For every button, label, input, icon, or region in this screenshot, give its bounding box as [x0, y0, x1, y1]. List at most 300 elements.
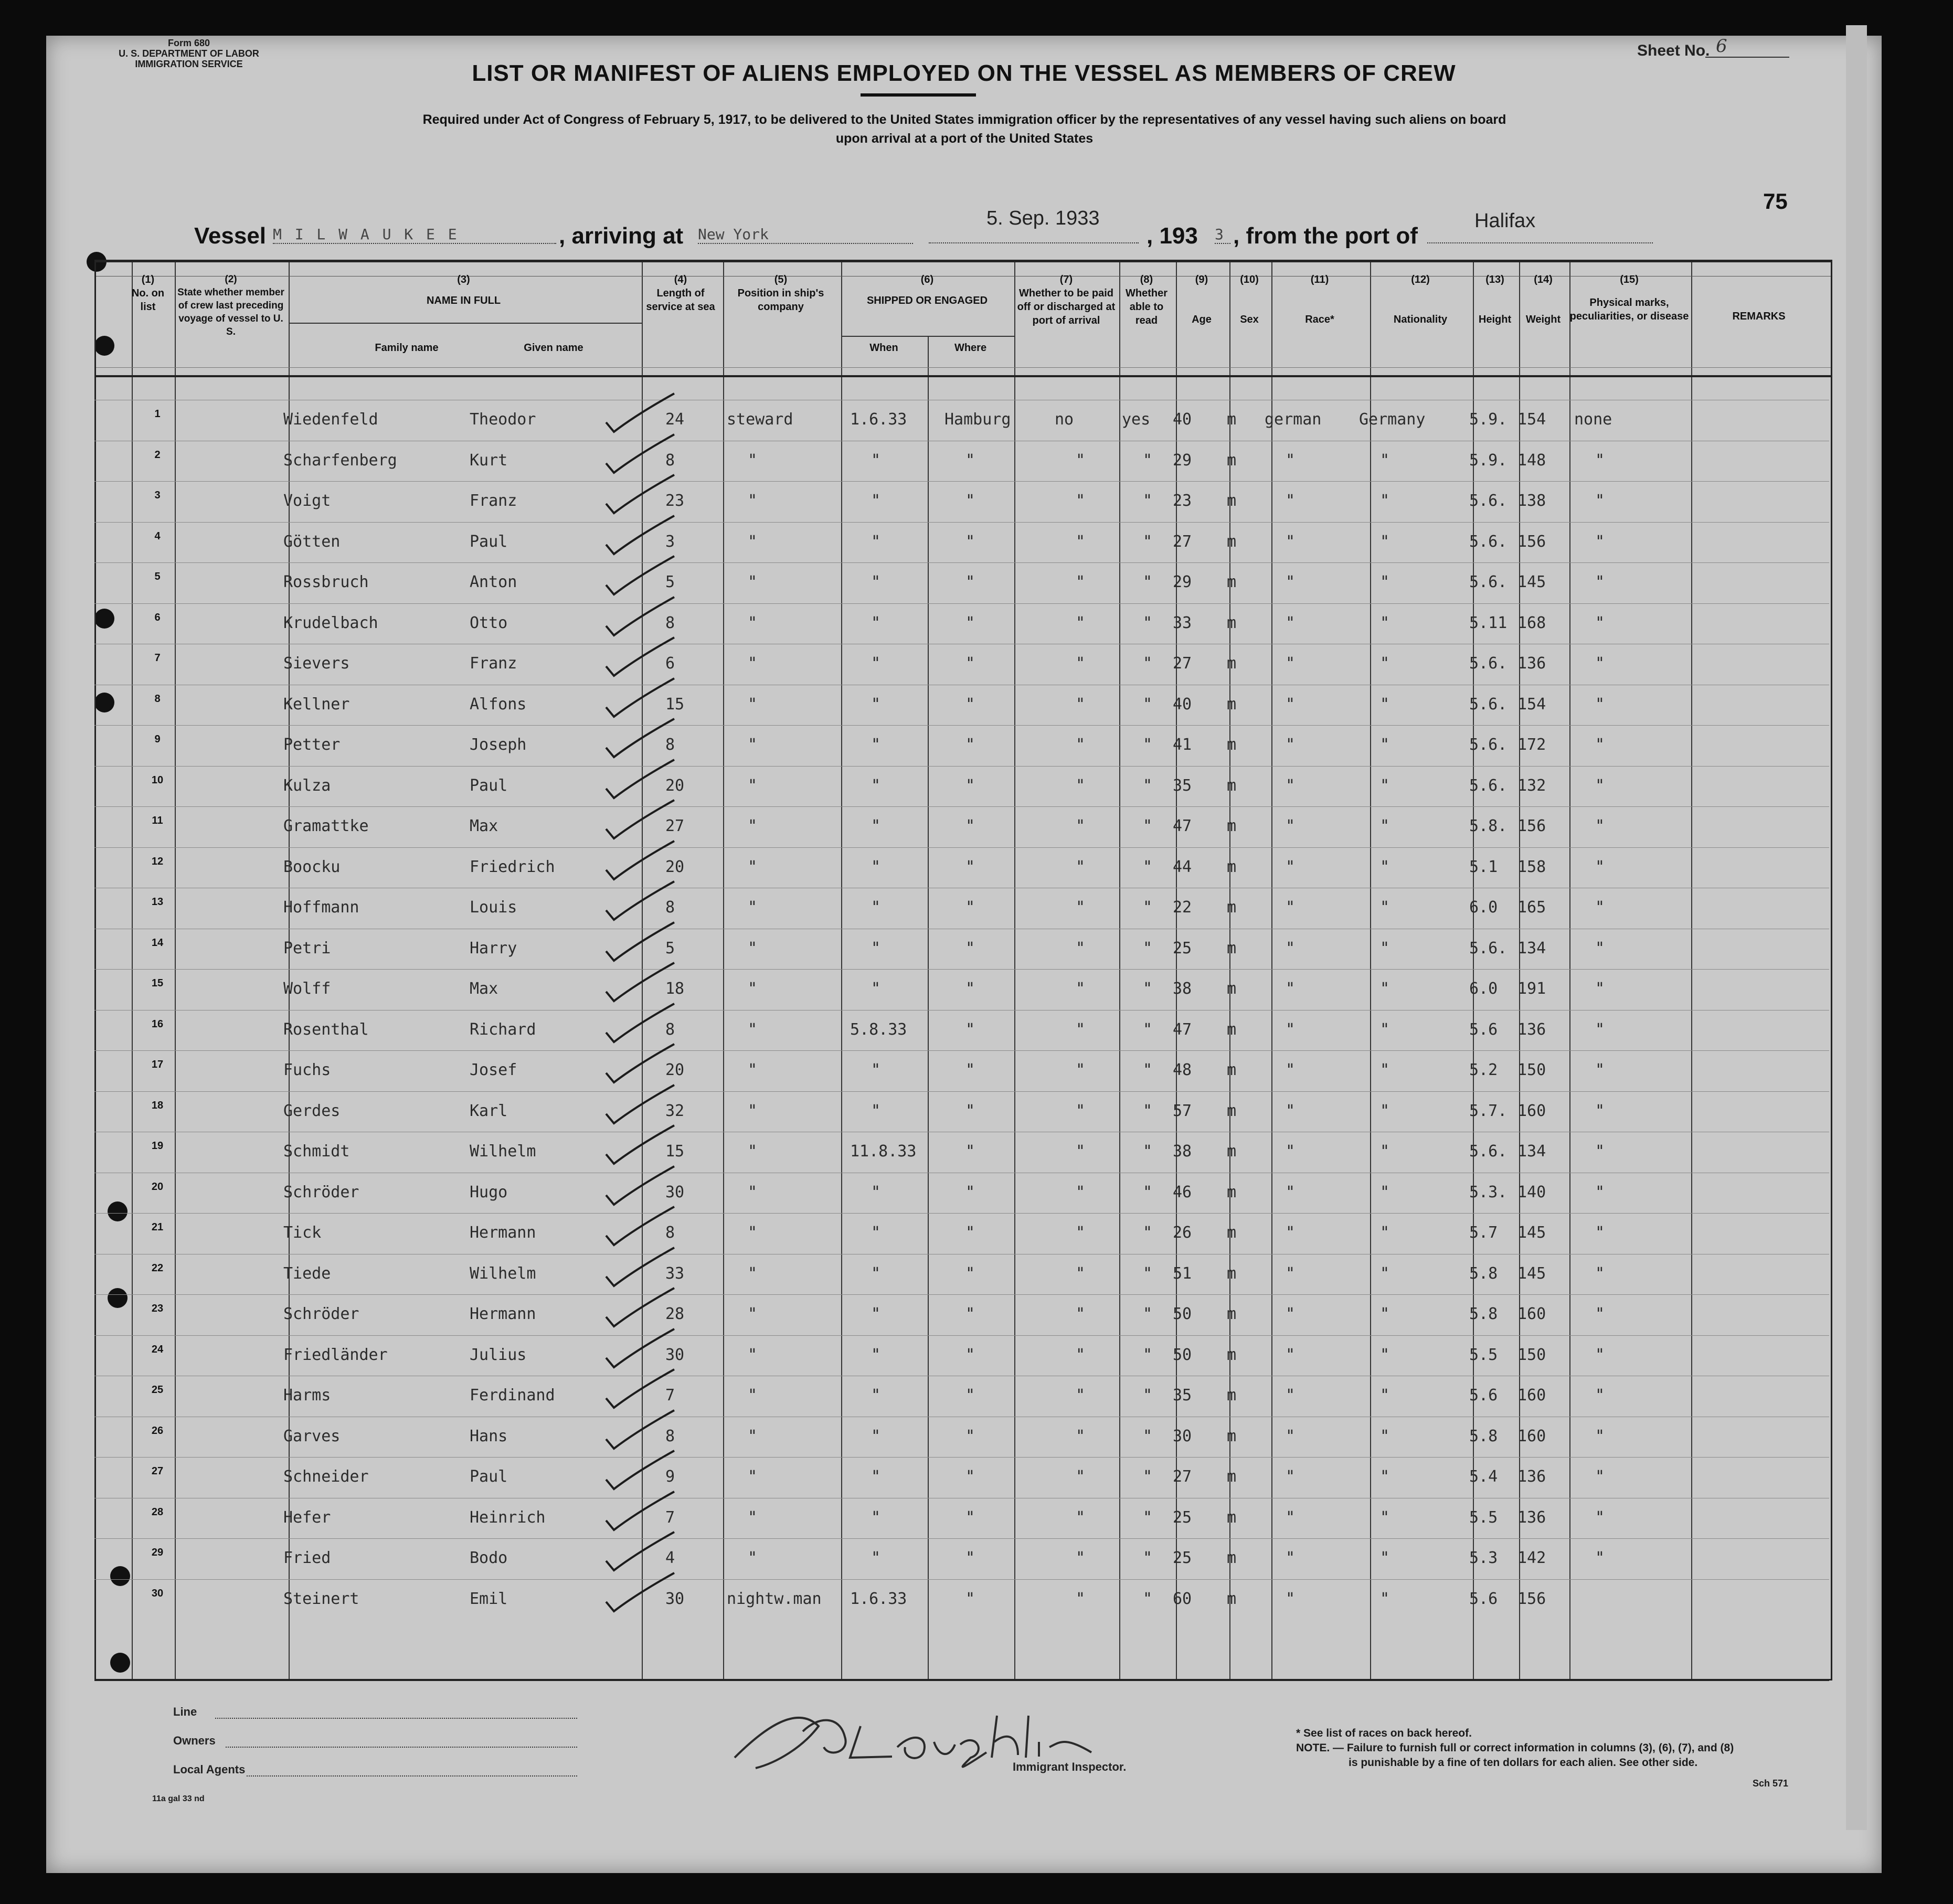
row-rule	[94, 1538, 1829, 1539]
position: "	[748, 817, 758, 835]
page-number: 75	[1763, 189, 1788, 214]
able-to-read: "	[1143, 939, 1153, 958]
physical-marks: "	[1595, 654, 1605, 673]
age: 29	[1173, 451, 1192, 470]
fine-note-2: is punishable by a fine of ten dollars for each alien. See other side.	[1349, 1757, 1698, 1769]
shipped-where: "	[965, 1101, 975, 1120]
tally-check-mark	[603, 1489, 677, 1536]
sex: m	[1227, 451, 1237, 470]
able-to-read: "	[1143, 1061, 1153, 1079]
subtitle-line-2: upon arrival at a port of the United States	[835, 131, 1094, 146]
physical-marks: "	[1595, 573, 1605, 591]
footer-rule	[94, 1679, 1829, 1681]
able-to-read: "	[1143, 736, 1153, 754]
shipped-when: "	[871, 1101, 881, 1120]
height: 5.3.	[1469, 1183, 1508, 1201]
race: "	[1286, 1224, 1296, 1242]
given-name: Wilhelm	[470, 1142, 536, 1161]
sex: m	[1227, 1061, 1237, 1079]
paid-off: "	[1076, 613, 1086, 632]
given-name: Heinrich	[470, 1508, 546, 1527]
able-to-read: "	[1143, 695, 1153, 714]
year-suffix: 3	[1215, 226, 1230, 244]
weight: 168	[1517, 613, 1546, 632]
service-length: 20	[665, 1061, 685, 1079]
physical-marks: "	[1595, 980, 1605, 998]
nationality: "	[1380, 776, 1390, 795]
height: 5.6.	[1469, 573, 1508, 591]
tally-check-mark	[603, 472, 677, 519]
shipped-when: "	[871, 1467, 881, 1486]
tally-check-mark	[603, 594, 677, 642]
tally-check-mark	[603, 1204, 677, 1251]
family-name: Voigt	[283, 492, 331, 510]
shipped-when: "	[871, 736, 881, 754]
col-11-header: (11) Race*	[1305, 274, 1334, 325]
nationality: "	[1380, 492, 1390, 510]
race: "	[1286, 776, 1296, 795]
col-6-header: (6) SHIPPED OR ENGAGED	[866, 274, 988, 306]
tally-check-mark	[603, 1326, 677, 1374]
nationality: "	[1380, 695, 1390, 714]
weight: 134	[1517, 1142, 1546, 1161]
physical-marks: "	[1595, 898, 1605, 917]
weight: 156	[1517, 532, 1546, 551]
sex: m	[1227, 1264, 1237, 1283]
print-code: Sch 571	[1753, 1778, 1789, 1789]
tally-check-mark	[603, 432, 677, 479]
age: 41	[1173, 736, 1192, 754]
able-to-read: "	[1143, 1345, 1153, 1364]
inspector-label: Immigrant Inspector.	[1013, 1760, 1127, 1773]
race: "	[1286, 939, 1296, 958]
tally-check-mark	[603, 1082, 677, 1130]
family-name: Wolff	[283, 980, 331, 998]
nationality: "	[1380, 654, 1390, 673]
race: "	[1286, 1142, 1296, 1161]
sex: m	[1227, 1305, 1237, 1323]
weight: 132	[1517, 776, 1546, 795]
physical-marks: none	[1574, 410, 1612, 429]
row-rule	[94, 1457, 1829, 1458]
age: 26	[1173, 1224, 1192, 1242]
race: "	[1286, 451, 1296, 470]
weight: 136	[1517, 1508, 1546, 1527]
tally-check-mark	[603, 1367, 677, 1414]
physical-marks: "	[1595, 1345, 1605, 1364]
able-to-read: "	[1143, 613, 1153, 632]
nationality: "	[1380, 1467, 1390, 1486]
age: 50	[1173, 1345, 1192, 1364]
position: "	[748, 1020, 758, 1039]
page-title: LIST OR MANIFEST OF ALIENS EMPLOYED ON THE VESSEL AS MEMBERS OF CREW	[472, 60, 1456, 86]
nationality: "	[1380, 532, 1390, 551]
row-number: 16	[151, 1018, 164, 1030]
position: "	[748, 1142, 758, 1161]
position: "	[748, 451, 758, 470]
row-number: 27	[151, 1465, 164, 1477]
able-to-read: "	[1143, 1508, 1153, 1527]
sex: m	[1227, 1020, 1237, 1039]
family-name: Scharfenberg	[283, 451, 397, 470]
given-name: Friedrich	[470, 857, 555, 876]
shipped-when: "	[871, 1183, 881, 1201]
row-number: 30	[151, 1587, 164, 1599]
row-number: 17	[151, 1059, 164, 1070]
col-5-header: (5) Position in ship's company	[737, 274, 824, 313]
age: 38	[1173, 980, 1192, 998]
family-name: Schröder	[283, 1305, 359, 1323]
col-10-header: (10) Sex	[1240, 274, 1259, 325]
given-name: Julius	[470, 1345, 527, 1364]
family-name: Petter	[283, 736, 341, 754]
age: 23	[1173, 492, 1192, 510]
family-name: Götten	[283, 532, 341, 551]
position: "	[748, 939, 758, 958]
age: 29	[1173, 573, 1192, 591]
row-number: 12	[151, 855, 164, 867]
nationality: "	[1380, 1508, 1390, 1527]
height: 5.3	[1469, 1549, 1498, 1567]
tally-check-mark	[603, 960, 677, 1007]
row-number: 11	[152, 815, 163, 826]
row-rule	[94, 1335, 1829, 1336]
shipped-where: "	[965, 939, 975, 958]
able-to-read: "	[1143, 654, 1153, 673]
physical-marks: "	[1595, 695, 1605, 714]
service-length: 30	[665, 1183, 685, 1201]
nationality: "	[1380, 573, 1390, 591]
race: "	[1286, 654, 1296, 673]
physical-marks: "	[1595, 1508, 1605, 1527]
physical-marks: "	[1595, 451, 1605, 470]
height: 6.0	[1469, 980, 1498, 998]
from-line	[1427, 226, 1653, 243]
race: "	[1286, 1183, 1296, 1201]
family-name: Hoffmann	[283, 898, 359, 917]
shipped-when: 11.8.33	[850, 1142, 917, 1161]
family-name: Gramattke	[283, 817, 369, 835]
shipped-when: "	[871, 1061, 881, 1079]
nationality: "	[1380, 1427, 1390, 1445]
weight: 154	[1517, 695, 1546, 714]
physical-marks: "	[1595, 776, 1605, 795]
underlying-sheet-edge	[1846, 25, 1867, 1830]
nationality: "	[1380, 1061, 1390, 1079]
paid-off: "	[1076, 1467, 1086, 1486]
physical-marks: "	[1595, 1183, 1605, 1201]
given-name: Bodo	[470, 1549, 508, 1567]
row-number: 5	[154, 571, 161, 582]
shipped-where: "	[965, 1183, 975, 1201]
weight: 142	[1517, 1549, 1546, 1567]
shipped-where: "	[965, 451, 975, 470]
tally-check-mark	[603, 879, 677, 926]
paid-off: "	[1076, 1264, 1086, 1283]
physical-marks: "	[1595, 492, 1605, 510]
age: 25	[1173, 1508, 1192, 1527]
weight: 160	[1517, 1305, 1546, 1323]
shipped-where: "	[965, 980, 975, 998]
race: "	[1286, 1345, 1296, 1364]
age: 27	[1173, 654, 1192, 673]
weight: 145	[1517, 1264, 1546, 1283]
owners-label: Owners	[173, 1734, 216, 1747]
shipped-where: "	[965, 736, 975, 754]
age: 25	[1173, 939, 1192, 958]
shipped-when: "	[871, 1427, 881, 1445]
height: 5.8	[1469, 1264, 1498, 1283]
height: 5.8	[1469, 1427, 1498, 1445]
nationality: "	[1380, 1101, 1390, 1120]
nationality: "	[1380, 1305, 1390, 1323]
row-rule	[94, 1213, 1829, 1214]
paid-off: "	[1076, 1305, 1086, 1323]
race: "	[1286, 1101, 1296, 1120]
given-name: Wilhelm	[470, 1264, 536, 1283]
weight: 136	[1517, 654, 1546, 673]
race: "	[1286, 492, 1296, 510]
family-name: Gerdes	[283, 1101, 341, 1120]
row-number: 9	[154, 733, 161, 745]
race: "	[1286, 1508, 1296, 1527]
able-to-read: "	[1143, 817, 1153, 835]
family-name: Boocku	[283, 857, 341, 876]
nationality: "	[1380, 1386, 1390, 1405]
paid-off: "	[1076, 1061, 1086, 1079]
height: 5.6.	[1469, 1142, 1508, 1161]
weight: 136	[1517, 1467, 1546, 1486]
position: "	[748, 1386, 758, 1405]
col-3-family-header: Family name	[375, 342, 439, 354]
physical-marks: "	[1595, 1467, 1605, 1486]
shipped-where: Hamburg	[944, 410, 1011, 429]
weight: 160	[1517, 1427, 1546, 1445]
shipped-where: "	[965, 1386, 975, 1405]
paid-off: "	[1076, 1345, 1086, 1364]
family-name: Tick	[283, 1224, 322, 1242]
given-name: Hermann	[470, 1224, 536, 1242]
position: "	[748, 857, 758, 876]
race: "	[1286, 1549, 1296, 1567]
sex: m	[1227, 857, 1237, 876]
sex: m	[1227, 898, 1237, 917]
sheet-number: 6	[1705, 36, 1789, 58]
given-name: Paul	[470, 532, 508, 551]
tally-check-mark	[603, 676, 677, 723]
position: "	[748, 654, 758, 673]
service-length: 8	[665, 613, 675, 632]
shipped-where: "	[965, 573, 975, 591]
age: 46	[1173, 1183, 1192, 1201]
nationality: "	[1380, 1020, 1390, 1039]
given-name: Paul	[470, 776, 508, 795]
position: "	[748, 532, 758, 551]
row-number: 3	[154, 490, 161, 501]
row-number: 28	[151, 1506, 164, 1518]
shipped-where: "	[965, 695, 975, 714]
race: "	[1286, 532, 1296, 551]
sex: m	[1227, 736, 1237, 754]
shipped-where: "	[965, 1508, 975, 1527]
tally-check-mark	[603, 1041, 677, 1089]
family-name: Tiede	[283, 1264, 331, 1283]
shipped-where: "	[965, 817, 975, 835]
weight: 134	[1517, 939, 1546, 958]
family-name: Harms	[283, 1386, 331, 1405]
position: "	[748, 736, 758, 754]
service-length: 8	[665, 898, 675, 917]
fine-note-1: NOTE. — Failure to furnish full or correct information in columns (3), (6), (7), and (8)	[1296, 1742, 1734, 1754]
age: 30	[1173, 1427, 1192, 1445]
shipped-where: "	[965, 1427, 975, 1445]
age: 33	[1173, 613, 1192, 632]
physical-marks: "	[1595, 939, 1605, 958]
position: nightw.man	[727, 1589, 822, 1608]
row-number: 18	[151, 1099, 164, 1111]
tally-check-mark	[603, 1123, 677, 1170]
col-12-header: (12) Nationality	[1393, 274, 1448, 325]
weight: 191	[1517, 980, 1546, 998]
able-to-read: "	[1143, 1427, 1153, 1445]
given-name: Theodor	[470, 410, 536, 429]
nationality: "	[1380, 817, 1390, 835]
physical-marks: "	[1595, 1427, 1605, 1445]
able-to-read: "	[1143, 1264, 1153, 1283]
height: 5.5	[1469, 1345, 1498, 1364]
weight: 140	[1517, 1183, 1546, 1201]
shipped-where: "	[965, 1142, 975, 1161]
given-name: Hermann	[470, 1305, 536, 1323]
tally-check-mark	[603, 391, 677, 438]
height: 6.0	[1469, 898, 1498, 917]
sex: m	[1227, 410, 1237, 429]
shipped-where: "	[965, 1345, 975, 1364]
given-name: Harry	[470, 939, 517, 958]
paid-off: "	[1076, 1508, 1086, 1527]
physical-marks: "	[1595, 1224, 1605, 1242]
row-number: 15	[151, 977, 164, 989]
tally-check-mark	[603, 757, 677, 804]
physical-marks: "	[1595, 857, 1605, 876]
races-note: * See list of races on back hereof.	[1296, 1727, 1472, 1739]
position: "	[748, 1305, 758, 1323]
left-code: 11a gal 33 nd	[152, 1794, 205, 1803]
race: "	[1286, 898, 1296, 917]
sex: m	[1227, 1224, 1237, 1242]
row-number: 22	[151, 1262, 164, 1274]
shipped-when: "	[871, 776, 881, 795]
service-length: 28	[665, 1305, 685, 1323]
age: 57	[1173, 1101, 1192, 1120]
page-subtitle	[309, 110, 1620, 148]
row-number: 29	[151, 1547, 164, 1558]
row-rule	[94, 562, 1829, 563]
position: steward	[727, 410, 793, 429]
col-9-header: (9) Age	[1192, 274, 1212, 325]
nationality: "	[1380, 857, 1390, 876]
row-rule	[94, 969, 1829, 970]
age: 47	[1173, 1020, 1192, 1039]
sex: m	[1227, 1467, 1237, 1486]
col-1-header: (1) No. on list	[131, 274, 165, 313]
physical-marks: "	[1595, 532, 1605, 551]
tally-check-mark	[603, 716, 677, 763]
shipped-when: "	[871, 695, 881, 714]
sex: m	[1227, 532, 1237, 551]
position: "	[748, 492, 758, 510]
height: 5.5	[1469, 1508, 1498, 1527]
family-name: Rosenthal	[283, 1020, 369, 1039]
row-number: 4	[154, 530, 161, 542]
family-name: Friedländer	[283, 1345, 388, 1364]
position: "	[748, 1508, 758, 1527]
race: "	[1286, 736, 1296, 754]
row-rule	[94, 603, 1829, 604]
shipped-when: "	[871, 1345, 881, 1364]
title-rule	[861, 93, 976, 97]
row-rule	[94, 522, 1829, 523]
able-to-read: "	[1143, 776, 1153, 795]
row-rule	[94, 481, 1829, 482]
weight: 160	[1517, 1101, 1546, 1120]
height: 5.6.	[1469, 695, 1508, 714]
race: "	[1286, 857, 1296, 876]
family-name: Schmidt	[283, 1142, 350, 1161]
shipped-where: "	[965, 1589, 975, 1608]
row-number: 19	[151, 1140, 164, 1152]
row-number: 1	[154, 408, 161, 420]
row-rule	[94, 806, 1829, 807]
physical-marks: "	[1595, 1101, 1605, 1120]
service-length: 6	[665, 654, 675, 673]
agents-label: Local Agents	[173, 1763, 246, 1776]
age: 48	[1173, 1061, 1192, 1079]
shipped-when: "	[871, 817, 881, 835]
position: "	[748, 1549, 758, 1567]
paid-off: "	[1076, 695, 1086, 714]
able-to-read: "	[1143, 451, 1153, 470]
row-number: 21	[151, 1221, 164, 1233]
row-number: 8	[154, 693, 161, 705]
family-name: Petri	[283, 939, 331, 958]
sex: m	[1227, 1386, 1237, 1405]
given-name: Franz	[470, 654, 517, 673]
row-number: 2	[154, 449, 161, 461]
weight: 150	[1517, 1345, 1546, 1364]
sex: m	[1227, 492, 1237, 510]
service-length: 20	[665, 857, 685, 876]
race: "	[1286, 1264, 1296, 1283]
col-15-header: (15) Physical marks, peculiarities, or disease	[1569, 274, 1689, 322]
vessel-name: M I L W A U K E E	[273, 226, 556, 244]
height: 5.6.	[1469, 654, 1508, 673]
shipped-when: "	[871, 492, 881, 510]
able-to-read: "	[1143, 1589, 1153, 1608]
col-6-when-header: When	[869, 342, 898, 354]
height: 5.11	[1469, 613, 1508, 632]
row-rule	[94, 766, 1829, 767]
row-rule	[94, 725, 1829, 726]
from-label: , from the port of	[1233, 223, 1418, 249]
arrival-date: 5. Sep. 1933	[986, 207, 1100, 229]
shipped-where: "	[965, 1020, 975, 1039]
family-name: Kellner	[283, 695, 350, 714]
row-number: 13	[151, 896, 164, 908]
given-name: Richard	[470, 1020, 536, 1039]
shipped-when: "	[871, 1264, 881, 1283]
given-name: Otto	[470, 613, 508, 632]
